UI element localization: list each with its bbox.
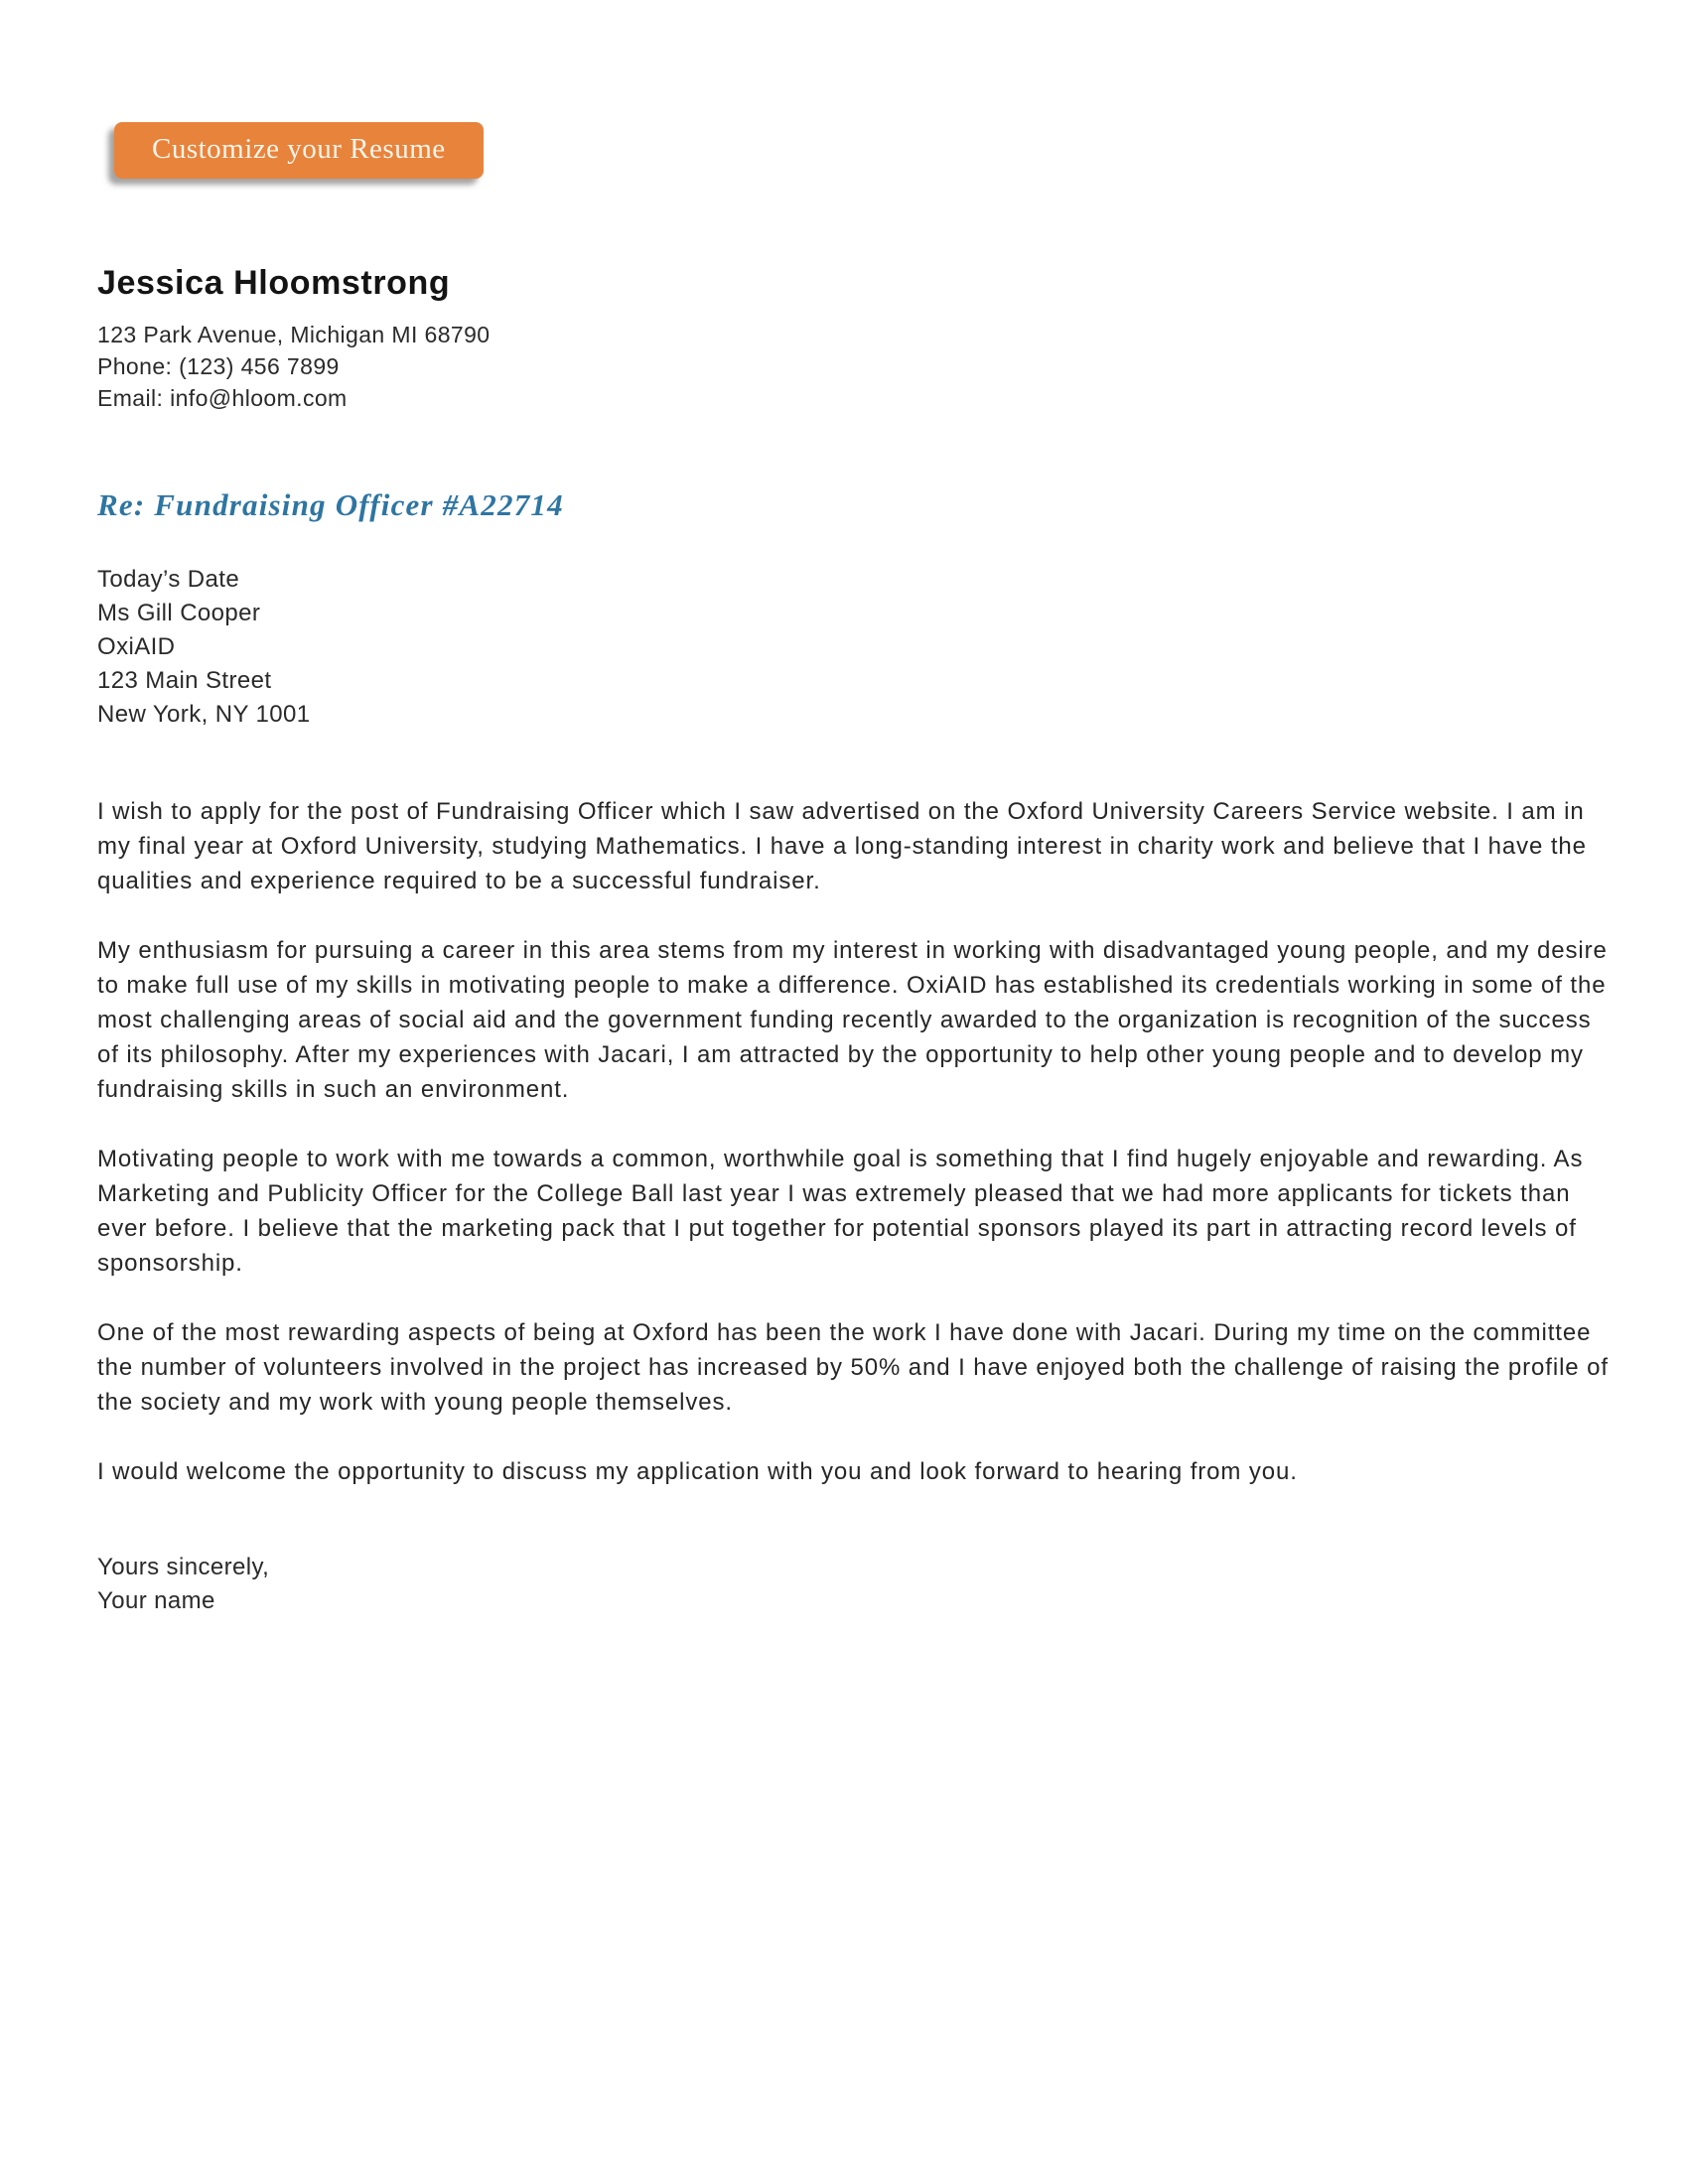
closing-signature-name: Your name [97,1587,215,1614]
recipient-date-line: Today’s Date [97,566,240,593]
recipient-block [97,563,1618,732]
closing-salutation: Yours sincerely, [97,1554,270,1580]
body-paragraph: I would welcome the opportunity to discuss my application with you and look forward to hearing from you. [97,1458,1298,1485]
recipient-company-line: OxiAID [97,633,176,660]
subject-line: Re: Fundraising Officer #A22714 [97,487,564,522]
sender-contact-block [97,319,1618,414]
recipient-street-line: 123 Main Street [97,667,272,694]
body-paragraph: I wish to apply for the post of Fundraising Officer which I saw advertised on the Oxford University Careers Service website. I am in my final year at Oxford University, studying Mathematics. I have a long-standing interest in charity work and believe that I have the qualities and experience required to be a successful fundraiser. [97,798,1587,894]
body-paragraph: Motivating people to work with me towards a common, worthwhile goal is something that I find hugely enjoyable and rewarding. As Marketing and Publicity Officer for the College Ball last year I was extremely pleased that we had more applicants for tickets than ever before. I believe that the marketing pack that I put together for potential sponsors played its part in attracting record levels of sponsorship. [97,1146,1584,1277]
sender-phone: Phone: (123) 456 7899 [97,353,340,379]
sender-email: Email: info@hloom.com [97,385,348,411]
body-paragraph: One of the most rewarding aspects of being at Oxford has been the work I have done with Jacari. During my time on the committee the number of volunteers involved in the project has increased by 50% and I have enjoyed both the challenge of raising the profile of the society and my work with young people themselves. [97,1319,1609,1416]
recipient-name-line: Ms Gill Cooper [97,600,261,626]
customize-resume-button[interactable]: Customize your Resume [114,122,484,179]
sender-address: 123 Park Avenue, Michigan MI 68790 [97,322,491,347]
recipient-city-line: New York, NY 1001 [97,701,311,728]
letter-body [97,794,1618,1489]
sender-name: Jessica Hloomstrong [97,264,451,302]
body-paragraph: My enthusiasm for pursuing a career in this area stems from my interest in working with disadvantaged young people, and my desire to make full use of my skills in motivating people to make a difference. OxiAID has established its credentials working in some of the most challenging areas of social aid and the government funding recently awarded to the organization is recognition of the success of its philosophy. After my experiences with Jacari, I am attracted by the opportunity to help other young people and to develop my fundraising skills in such an environment. [97,937,1608,1103]
closing-block [97,1551,1618,1618]
